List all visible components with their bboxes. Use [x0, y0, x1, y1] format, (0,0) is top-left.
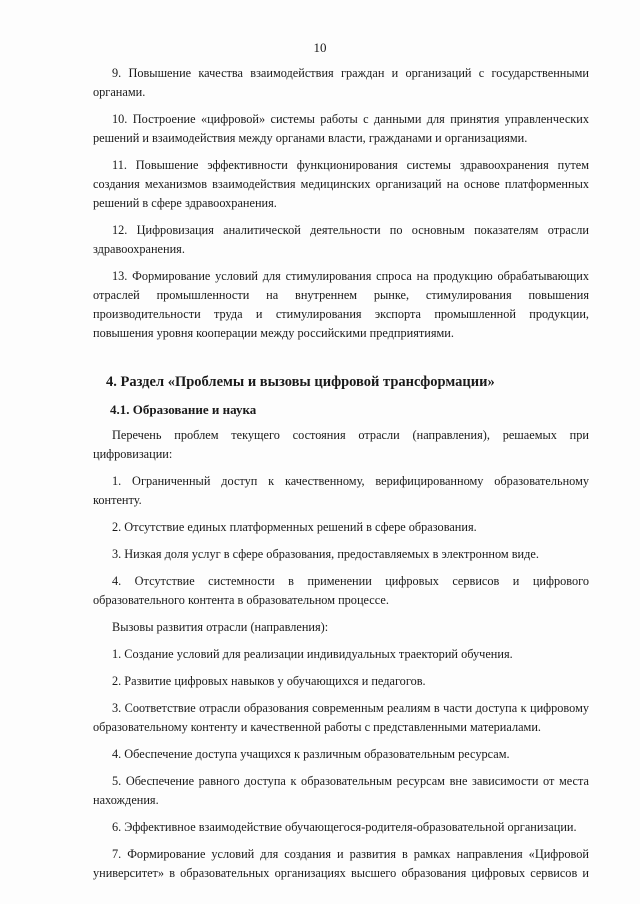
paragraph-item-10: 10. Построение «цифровой» системы работы с данными для принятия управленческих решений и взаимодействия между органами власти, гражданами и организациями.: [93, 112, 589, 145]
challenge-item-1: 1. Создание условий для реализации индивидуальных траекторий обучения.: [112, 647, 513, 661]
page-number: 10: [313, 40, 327, 55]
problem-item-1: 1. Ограниченный доступ к качественному, верифицированному образовательному контенту.: [93, 474, 589, 507]
problems-intro: Перечень проблем текущего состояния отрасли (направления), решаемых при цифровизации:: [93, 428, 589, 461]
paragraph-item-9: 9. Повышение качества взаимодействия граждан и организаций с государственными органами.: [93, 66, 589, 99]
challenge-item-6: 6. Эффективное взаимодействие обучающегося-родителя-образовательной организации.: [112, 820, 577, 834]
challenge-item-3: 3. Соответствие отрасли образования современным реалиям в части доступа к цифровому образовательному контенту и качественной работы с представленными материалами.: [93, 701, 589, 734]
problem-item-4: 4. Отсутствие системности в применении цифровых сервисов и цифрового образовательного контента в образовательном процессе.: [93, 574, 589, 607]
challenge-item-2: 2. Развитие цифровых навыков у обучающихся и педагогов.: [112, 674, 426, 688]
subsection-title: 4.1. Образование и наука: [110, 402, 257, 417]
document-body: [93, 64, 589, 891]
problem-item-2: 2. Отсутствие единых платформенных решений в сфере образования.: [112, 520, 477, 534]
challenge-item-7: 7. Формирование условий для создания и развития в рамках направления «Цифровой университет» в образовательных организациях высшего образования цифровых сервисов и: [93, 847, 589, 880]
challenge-item-4: 4. Обеспечение доступа учащихся к различным образовательным ресурсам.: [112, 747, 510, 761]
paragraph-item-13: 13. Формирование условий для стимулирования спроса на продукцию обрабатывающих отраслей промышленности на внутреннем рынке, стимулирования повышения производительности труда и стимулирования экспорта промышленной продукции, повышения уровня кооперации между российскими предприятиями.: [93, 269, 589, 340]
problem-item-3: 3. Низкая доля услуг в сфере образования, предоставляемых в электронном виде.: [112, 547, 539, 561]
challenges-intro: Вызовы развития отрасли (направления):: [112, 620, 329, 634]
section-title: 4. Раздел «Проблемы и вызовы цифровой трансформации»: [106, 374, 495, 390]
paragraph-item-12: 12. Цифровизация аналитической деятельности по основным показателям отрасли здравоохранения.: [93, 223, 589, 256]
challenge-item-5: 5. Обеспечение равного доступа к образовательным ресурсам вне зависимости от места нахождения.: [93, 774, 589, 807]
paragraph-item-11: 11. Повышение эффективности функционирования системы здравоохранения путем создания механизмов взаимодействия медицинских организаций на основе платформенных решений в сфере здравоохранения.: [93, 158, 589, 210]
